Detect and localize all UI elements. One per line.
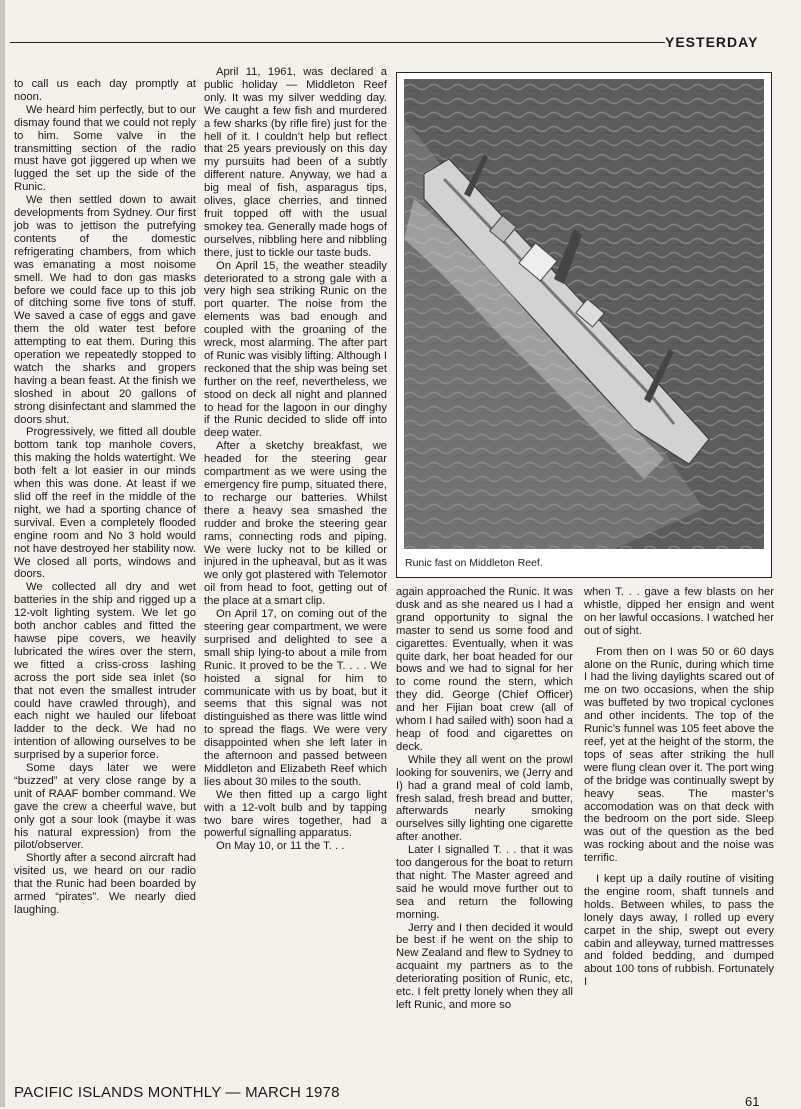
paragraph: We collected all dry and wet batteries in the ship and rigged up a 12-volt lighting system. We let go both anchor cables and fitted the hawse pipe covers, we heavily lubricated the wires over the stern, we fitted a criss-cross lashing across the port side sea inlet (so that not even the smallest intruder could have crawled through), and each night we hauled our lifeboat ladder to the deck. We had no intention of allowing ourselves to be surprised by a superior force. [14, 581, 196, 762]
paragraph: when T. . . gave a few blasts on her whistle, dipped her ensign and went on her lawful occasions. I watched her out of sight. [584, 586, 774, 637]
paragraph: April 11, 1961, was declared a public holiday — Middleton Reef only. It was my silver wedding day. We caught a few fish and murdered a few sharks (by rifle fire) just for the hell of it. I couldn’t help but reflect that 25 years previously on this day my pursuits had been of a subtly different nature. Anyway, we had a big meal of fish, asparagus tips, olives, glace cherries, and tinned fruit topped off with the usual smokey tea. Generally made hogs of ourselves, nibbling here and nibbling there, just to tickle our taste buds. [204, 66, 387, 259]
header-rule [10, 42, 665, 43]
photo-frame [396, 72, 772, 578]
paragraph: While they all went on the prowl looking for souvenirs, we (Jerry and I) had a grand meal of cold lamb, fresh salad, fresh bread and butter, afterwards nearly smoking ourselves silly lighting one cigarette after another. [396, 753, 573, 844]
paragraph: We heard him perfectly, but to our dismay found that we could not reply to him. Some valve in the transmitting section of the radio must have got jiggered up when we lugged the set up the side of the Runic. [14, 103, 196, 194]
paragraph: Shortly after a second aircraft had visited us, we heard on our radio that the Runic had been boarded by armed “pirates”. We nearly died laughing. [14, 852, 196, 916]
article-column-2 [204, 66, 387, 853]
paragraph: I kept up a daily routine of visiting the engine room, shaft tunnels and holds. Between whiles, to pass the lonely days away, I rolled up every carpet in the ship, swept out every cabin and alleyway, turned mattresses and folded bedding, and dumped about 100 tons of rubbish. Fortunately I [584, 873, 774, 989]
paragraph: From then on I was 50 or 60 days alone on the Runic, during which time I had the living daylights scared out of me on two occasions, when the ship was buffeted by two tropical cyclones and other incidents. The top of the Runic’s funnel was 105 feet above the reef, yet at the height of the storm, the tops of seas after striking the hull were flung clean over it. The port wing of the bridge was continually swept by heavy seas. The master’s accomodation was on that deck with the bedroom on the port side. Sleep was out of the question as the bed was rocking about and the noise was terrific. [584, 645, 774, 865]
paragraph: We then fitted up a cargo light with a 12-volt bulb and by tapping two bare wires together, had a powerful signalling apparatus. [204, 788, 387, 840]
paragraph: Some days later we were “buzzed” at very close range by a unit of RAAF bomber command. We gave the crew a cheerful wave, but only got a sour look (maybe it was his natural expression) from the pilot/observer. [14, 762, 196, 852]
paragraph: On May 10, or 11 the T. . . [216, 840, 345, 853]
paragraph: On April 15, the weather steadily deteriorated to a strong gale with a very high sea striking Runic on the port quarter. The noise from the elements was bad enough and coupled with the groaning of the wreck, most alarming. The after part of Runic was visibly lifting. Although I reckoned that the ship was being set further on the reef, nevertheless, we stood on deck all night and planned to head for the lagoon in our dinghy if the Runic decided to slide off into deep water. [204, 259, 387, 440]
wreck-photo [404, 79, 764, 549]
page-binding-edge [0, 0, 5, 1107]
paragraph: again approached the Runic. It was dusk and as she neared us I had a grand opportunity to signal the master to send us some food and cigarettes. Eventually, when it was quite dark, her boat headed for our bows and we had to signal for her to come round the stern, which they did. George (Chief Officer) and her Fijian boat crew (all of whom I had sailed with) soon had a heap of food and cigarettes on deck. [396, 586, 573, 753]
article-column-3 [396, 586, 573, 1012]
paragraph: Progressively, we fitted all double bottom tank top manhole covers, this making the holds watertight. We both felt a lot easier in our minds when this was done. At least if we slid off the reef in the middle of the night, we had a sporting chance of survival. Even a completely flooded engine room and No 3 hold would not have destroyed her stability now. We closed all ports, windows and doors. [14, 426, 196, 581]
paragraph: We then settled down to await developments from Sydney. Our first job was to jettison the putrefying contents of the domestic refrigerating chambers, from which was emanating a most noisome smell. We had to don gas masks before we could face up to this job of ditching some five tons of stuff. We saved a case of eggs and gave them the old water test before attempting to eat them. During this operation we repeatedly stopped to watch the sharks and gropers having a bean feast. At the finish we sloshed in about 20 gallons of strong disinfectant and slammed the doors shut. [14, 194, 196, 426]
section-title: YESTERDAY [665, 34, 759, 50]
paragraph: On April 17, on coming out of the steering gear compartment, we were surprised and delighted to see a small ship lying-to about a mile from Runic. It proved to be the T. . . . We hoisted a signal for him to communicate with us by boat, but it seems that this signal was not distinguished as there was little wind to spread the flags. We were very disappointed when she left later in the afternoon and passed between Middleton and Elizabeth Reef which lies about 30 miles to the south. [204, 608, 387, 788]
page-number: 61 [745, 1094, 760, 1109]
wreck-illustration [404, 79, 764, 549]
paragraph: After a sketchy breakfast, we headed for the steering gear compartment as we were using the emergency fire pump, situated there, to recharge our batteries. Whilst there a heavy sea smashed the rudder and broke the steering gear rams, connecting rods and piping. We were lucky not to be killed or injured in the upheaval, but as it was we only got plastered with Telemotor oil from head to foot, getting out of the place at a smart clip. [204, 440, 387, 608]
article-column-1 [14, 78, 196, 917]
publication-footer: PACIFIC ISLANDS MONTHLY — MARCH 1978 [14, 1084, 340, 1101]
photo-caption: Runic fast on Middleton Reef. [405, 557, 543, 569]
paragraph: Jerry and I then decided it would be best if he went on the ship to New Zealand and flew to Sydney to acquaint my partners as to the deteriorating position of Runic, etc, etc. I felt pretty lonely when they all left Runic, and more so [396, 921, 573, 1011]
paragraph: Later I signalled T. . . that it was too dangerous for the boat to return that night. The Master agreed and said he would move further out to sea and return the following morning. [396, 844, 573, 921]
article-column-4 [584, 586, 774, 989]
paragraph: to call us each day promptly at noon. [14, 78, 196, 103]
